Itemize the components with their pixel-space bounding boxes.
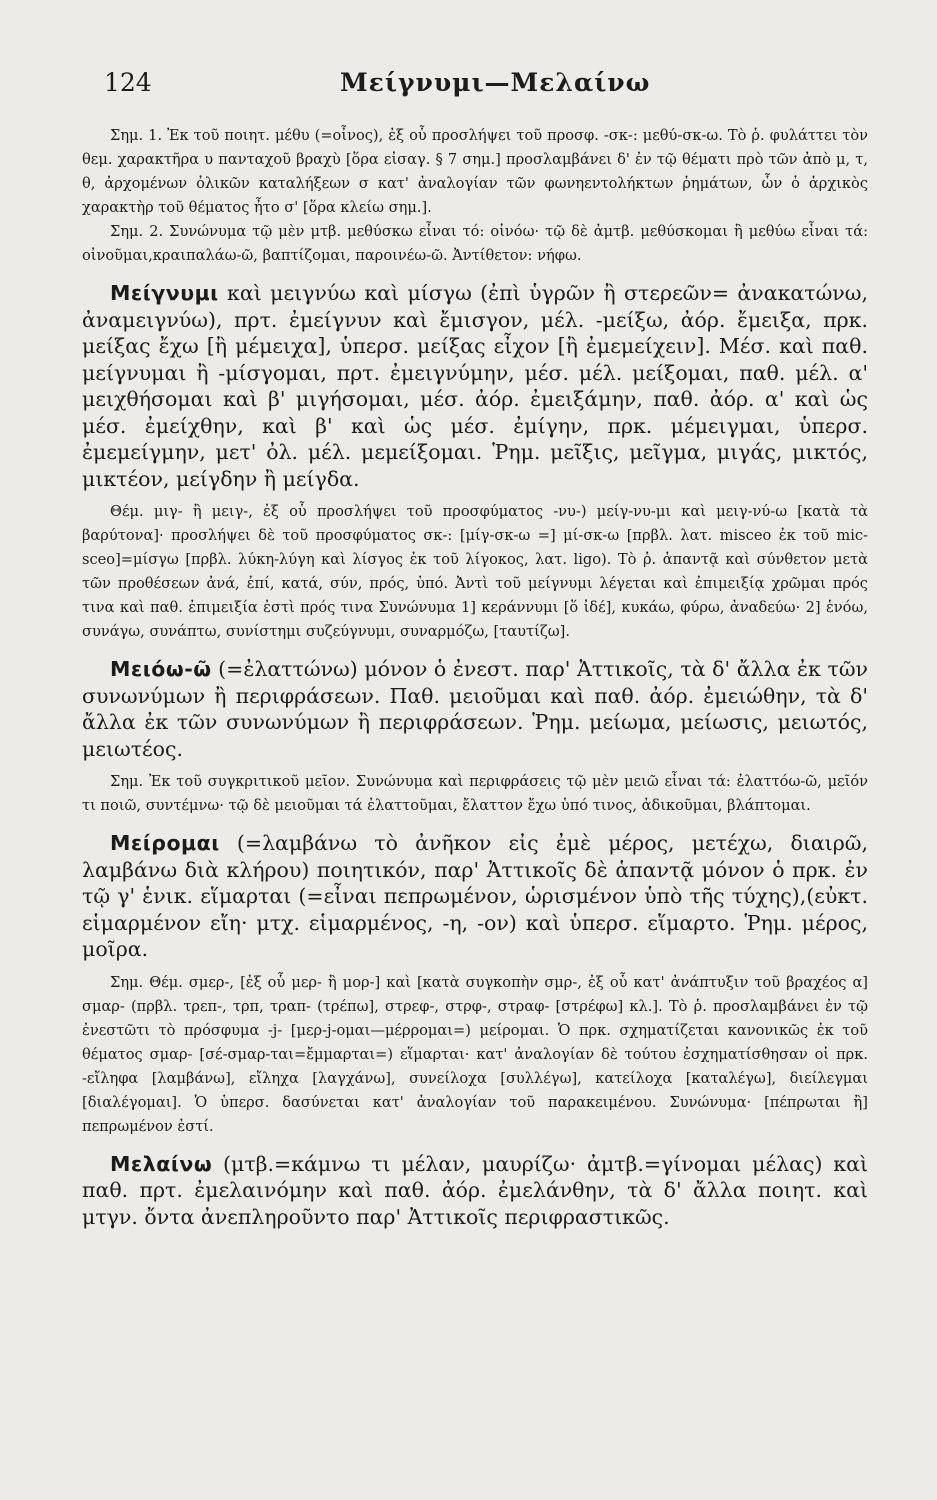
entry-lemma: Μείρομαι xyxy=(110,831,220,855)
entry-continuation xyxy=(82,124,868,268)
entry-melaino xyxy=(82,1151,868,1231)
entry-paragraph xyxy=(82,280,868,492)
note-paragraph: Σημ. Ἐκ τοῦ συγκριτικοῦ μεῖον. Συνώνυμα καὶ περιφράσεις τῷ μὲν μειῶ εἶναι τά: ἐλαττόω-ῶ, μεῖόν τι ποιῶ, συντέμνω· τῷ δὲ μειοῦμαι τά ἐλαττοῦμαι, ἔλαττον ἔχω ὑπό τινος, ἀδικοῦμαι, βλάπτομαι. xyxy=(82,773,868,814)
note-paragraph: Θέμ. μιγ- ἢ μειγ-, ἐξ οὗ προσλήψει τοῦ προσφύματος -νυ-) μείγ-νυ-μι καὶ μειγ-νύ-ω [κατὰ τὰ βαρύτονα]· προσλήψει δὲ τοῦ προσφύματος σκ-: [μίγ-σκ-ω =] μί-σκ-ω [πρβλ. λατ. misceo ἐκ τοῦ mic-sceo]=μίσγω [πρβλ. λύκη-λύγη καὶ λίσγος ἐκ τοῦ λίγοκος, λατ. ligo). Τὸ ῥ. ἁπαντᾷ καὶ σύνθετον μετὰ τῶν προθέσεων ἀνά, ἐπί, κατά, σύν, πρός, ὑπό. Ἀντὶ τοῦ μείγνυμι λέγεται καὶ ἐπιμειξίᾳ χρῶμαι πρός τινα καὶ παθ. ἐπιμειξία ἐστὶ πρός τινα Συνώνυμα 1] κεράννυμι [ὅ ἰδέ], κυκάω, φύρω, ἀναδεύω· 2] ἑνόω, συνάγω, συνάπτω, συνίστημι συζεύγνυμι, συναρμόζω, [ταυτίζω]. xyxy=(82,503,868,640)
entry-lemma: Μειόω-ῶ xyxy=(110,657,212,681)
entry-meioo xyxy=(82,656,868,818)
note-paragraph: Σημ. 1. Ἐκ τοῦ ποιητ. μέθυ (=οἶνος), ἐξ οὗ προσλήψει τοῦ προσφ. -σκ-: μεθύ-σκ-ω. Τὸ ῥ. φυλάττει τὸν θεμ. χαρακτῆρα υ πανταχοῦ βραχὺ [ὅρα εἰσαγ. § 7 σημ.] προσλαμβάνει δ' ἐν τῷ θέματι πρὸ τῶν ἀπὸ μ, τ, θ, ἀρχομένων ὀλικῶν καταλήξεων σ κατ' ἀναλογίαν τῶν φωνηεντολήκτων ῥημάτων, ὧν ὁ ἀρχικὸς χαρακτὴρ τοῦ θέματος ἦτο σ' [ὅρα κλείω σημ.]. xyxy=(82,127,868,216)
entry-text: (μτβ.=κάμνω τι μέλαν, μαυρίζω· ἀμτβ.=γίνομαι μέλας) καὶ παθ. πρτ. ἐμελαινόμην καὶ παθ. ἀόρ. ἐμελάνθην, τὰ δ' ἄλλα ποιητ. καὶ μτγν. ὄντα ἀνεπληροῦντο παρ' Ἀττικοῖς περιφραστικῶς. xyxy=(82,1151,868,1229)
page-header xyxy=(0,68,937,108)
entry-paragraph xyxy=(82,830,868,963)
entry-meignymi xyxy=(82,280,868,644)
page-content xyxy=(82,124,868,1230)
page-number: 124 xyxy=(104,68,152,97)
entry-lemma: Μελαίνω xyxy=(110,1151,213,1176)
entry-text: (=λαμβάνω τὸ ἀνῆκον εἰς ἐμὲ μέρος, μετέχω, διαιρῶ, λαμβάνω διὰ κλήρου) ποιητικόν, παρ' Ἀττικοῖς δὲ ἁπαντᾷ μόνον ὁ πρκ. ἐν τῷ γ' ἑνικ. εἵμαρται (=εἶναι πεπρωμένον, ὡρισμένον ὑπὸ τῆς τύχης),(εὐκτ. εἱμαρμένον εἴη· μτχ. εἱμαρμένος, -η, -ον) καὶ ὑπερσ. εἵμαρτο. Ῥημ. μέρος, μοῖρα. xyxy=(82,831,868,961)
entry-paragraph xyxy=(82,656,868,762)
note-paragraph: Σημ. 2. Συνώνυμα τῷ μὲν μτβ. μεθύσκω εἶναι τό: οἰνόω· τῷ δὲ ἀμτβ. μεθύσκομαι ἢ μεθύω εἶναι τά: οἰνοῦμαι,κραιπαλάω-ῶ, βαπτίζομαι, παροινέω-ῶ. Ἀντίθετον: νήφω. xyxy=(82,223,868,264)
note-paragraph: Σημ. Θέμ. σμερ-, [ἐξ οὗ μερ- ἢ μορ-] καὶ [κατὰ συγκοπὴν σμρ-, ἐξ οὗ κατ' ἀνάπτυξιν τοῦ βραχέος α] σμαρ- (πρβλ. τρεπ-, τρπ, τραπ- (τρέπω], στρεφ-, στρφ-, στραφ- [στρέφω] κλ.]. Τὸ ῥ. προσλαμβάνει ἐν τῷ ἐνεστῶτι τὸ πρόσφυμα -j- [μερ-j-ομαι—μέρρομαι=) μείρομαι. Ὁ πρκ. σχηματίζεται κανονικῶς ἐκ τοῦ θέματος σμαρ- [σέ-σμαρ-ται=ἔμμαρται=) εἵμαρται· κατ' ἀναλογίαν δὲ τούτου ἐσχηματίσθησαν οἱ πρκ. -εἴληφα [λαμβάνω], εἴληχα [λαγχάνω], συνείλοχα [συλλέγω], κατείλοχα [καταλέγω], διείλεγμαι [διαλέγομαι]. Ὁ ὑπερσ. δασύνεται κατ' ἀναλογίαν τοῦ παρακειμένου. Συνώνυμα· [πέπρωται ἢ] πεπρωμένον ἐστί. xyxy=(82,973,868,1135)
entry-paragraph xyxy=(82,1151,868,1231)
entry-text: καὶ μειγνύω καὶ μίσγω (ἐπὶ ὑγρῶν ἢ στερεῶν= ἀνακατώνω, ἀναμειγνύω), πρτ. ἐμείγνυν καὶ ἔμισγον, μέλ. -μείξω, ἀόρ. ἔμειξα, πρκ. μείξας ἔχω [ἢ μέμειχα], ὑπερσ. μείξας εἶχον [ἢ ἐμεμείχειν]. Μέσ. καὶ παθ. μείγνυμαι ἢ -μίσγομαι, πρτ. ἐμειγνύμην, μέσ. μέλ. μείξομαι, παθ. μέλ. α' μειχθήσομαι καὶ β' μιγήσομαι, μέσ. ἀόρ. ἐμειξάμην, παθ. ἀόρ. α' καὶ ὡς μέσ. ἐμείχθην, καὶ β' καὶ ὡς μέσ. ἐμίγην, πρκ. μέμειγμαι, ὑπερσ. ἐμεμείγμην, μετ' ὀλ. μέλ. μεμείξομαι. Ῥημ. μεῖξις, μεῖγμα, μιγάς, μικτός, μικτέον, μείγδην ἢ μείγδα. xyxy=(82,281,868,491)
entry-lemma: Μείγνυμι xyxy=(110,281,219,305)
entry-text: (=ἐλαττώνω) μόνον ὁ ἐνεστ. παρ' Ἀττικοῖς, τὰ δ' ἄλλα ἐκ τῶν συνωνύμων ἢ περιφράσεων. Παθ. μειοῦμαι καὶ παθ. ἀόρ. ἐμειώθην, τὰ δ' ἄλλα ἐκ τῶν συνωνύμων ἢ περιφράσεων. Ῥημ. μείωμα, μείωσις, μειωτός, μειωτέος. xyxy=(82,657,868,761)
running-head: Μείγνυμι—Μελαίνω xyxy=(340,68,651,97)
entry-meiromai xyxy=(82,830,868,1139)
